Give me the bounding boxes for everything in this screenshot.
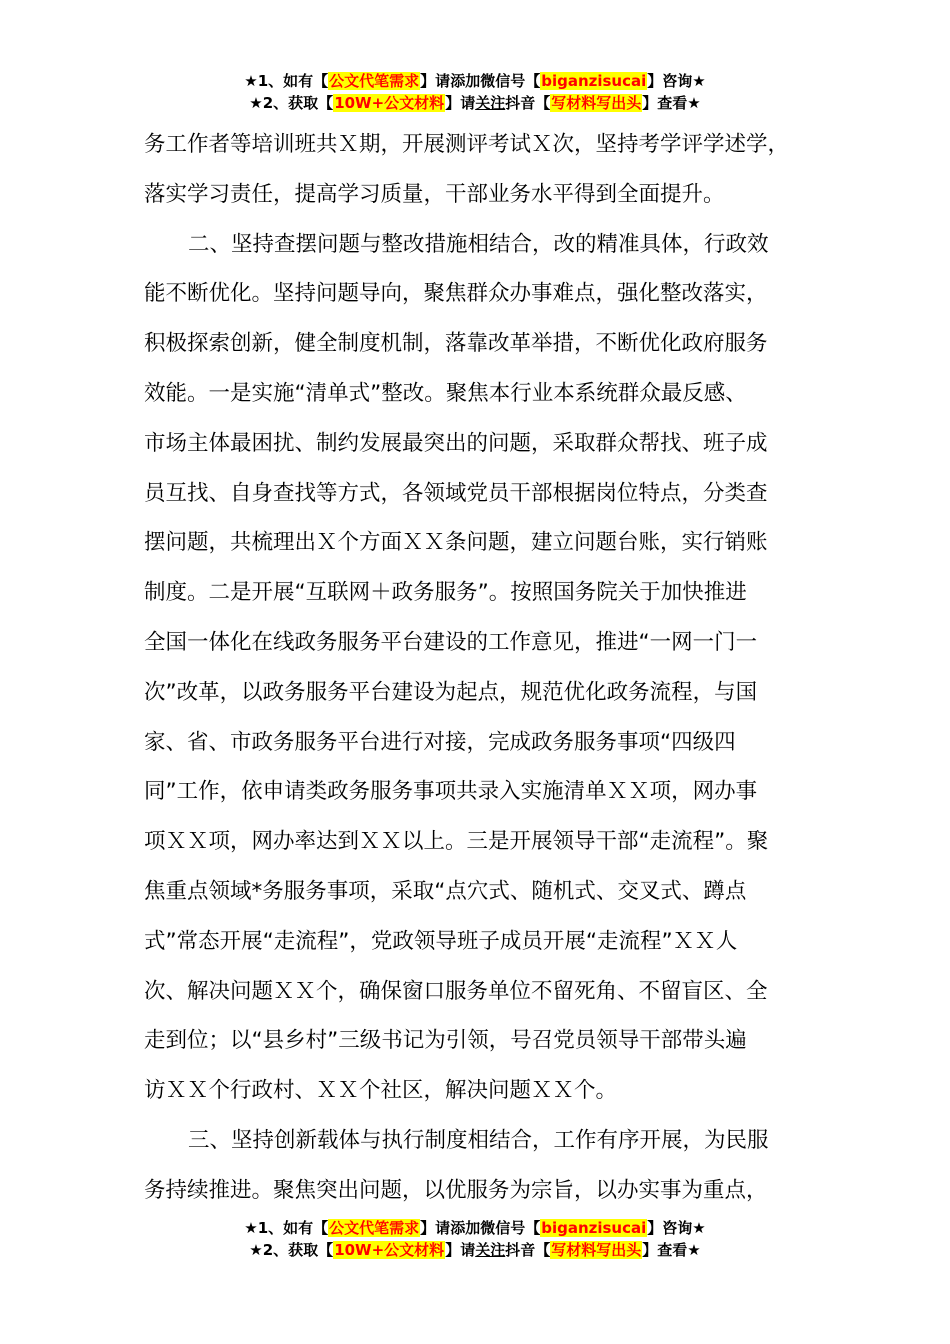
text-line: 焦重点领域*务服务事项，采取“点穴式、随机式、交叉式、蹲点 bbox=[144, 878, 747, 904]
banner-text: ★1、如有【 bbox=[244, 1219, 329, 1237]
text-line: 效能。一是实施“清单式”整改。聚焦本行业本系统群众最反感、 bbox=[144, 380, 747, 406]
banner-text: 】请 bbox=[420, 72, 451, 90]
text-line: 员互找、自身查找等方式，各领域党员干部根据岗位特点，分类查 bbox=[144, 480, 768, 506]
document-body bbox=[144, 120, 824, 1216]
banner-text: 】请 bbox=[445, 1241, 476, 1259]
section-heading-line: 二、坚持查摆问题与整改措施相结合，改的精准具体，行政效 bbox=[188, 231, 769, 257]
highlight-wechat-id: biganzisucai bbox=[541, 1219, 647, 1237]
text-line: 次”改革，以政务服务平台建设为起点，规范优化政务流程，与国 bbox=[144, 679, 758, 705]
banner-text: 微信号【 bbox=[480, 1219, 541, 1237]
banner-line-1 bbox=[0, 1217, 950, 1239]
text-line: 落实学习责任，提高学习质量，干部业务水平得到全面提升。 bbox=[144, 181, 725, 207]
banner-emphasis: 关注 bbox=[475, 1241, 506, 1259]
banner-emphasis: 添加 bbox=[450, 1219, 481, 1237]
banner-text: 】请 bbox=[420, 1219, 451, 1237]
banner-text: 】请 bbox=[445, 94, 476, 112]
text-line: 同”工作，依申请类政务服务事项共录入实施清单ＸＸ项，网办事 bbox=[144, 779, 758, 805]
text-line: 务工作者等培训班共Ｘ期，开展测评考试Ｘ次，坚持考学评学述学， bbox=[144, 132, 790, 157]
highlight-douyin-account: 写材料写出头 bbox=[551, 1241, 642, 1259]
banner-text: 抖音【 bbox=[505, 1241, 551, 1259]
banner-text: 】查看★ bbox=[642, 94, 701, 112]
text-line: 家、省、市政务服务平台进行对接，完成政务服务事项“四级四 bbox=[144, 729, 736, 755]
text-line: 积极探索创新，健全制度机制，落靠改革举措，不断优化政府服务 bbox=[144, 331, 768, 357]
banner-line-2 bbox=[0, 92, 950, 114]
banner-text: ★2、获取【 bbox=[249, 94, 334, 112]
banner-text: ★1、如有【 bbox=[244, 72, 329, 90]
header-banner bbox=[0, 70, 950, 114]
banner-line-2 bbox=[0, 1239, 950, 1261]
highlight-service: 公文代笔需求 bbox=[329, 72, 420, 90]
banner-text: ★2、获取【 bbox=[249, 1241, 334, 1259]
highlight-service: 公文代笔需求 bbox=[329, 1219, 420, 1237]
text-line: 摆问题，共梳理出Ｘ个方面ＸＸ条问题，建立问题台账，实行销账 bbox=[144, 530, 768, 556]
text-line: 务持续推进。聚焦突出问题，以优服务为宗旨，以办实事为重点， bbox=[144, 1177, 768, 1203]
text-line: 项ＸＸ项，网办率达到ＸＸ以上。三是开展领导干部“走流程”。聚 bbox=[144, 829, 769, 855]
highlight-materials: 10W+公文材料 bbox=[334, 94, 445, 112]
banner-emphasis: 添加 bbox=[450, 72, 481, 90]
text-line: 全国一体化在线政务服务平台建设的工作意见，推进“一网一门一 bbox=[144, 629, 758, 655]
banner-text: 微信号【 bbox=[480, 72, 541, 90]
banner-line-1 bbox=[0, 70, 950, 92]
footer-banner bbox=[0, 1217, 950, 1261]
text-line: 式”常态开展“走流程”，党政领导班子成员开展“走流程”ＸＸ人 bbox=[144, 928, 738, 954]
text-line: 访ＸＸ个行政村、ＸＸ个社区，解决问题ＸＸ个。 bbox=[144, 1078, 618, 1104]
text-line: 走到位；以“县乡村”三级书记为引领，号召党员领导干部带头遍 bbox=[144, 1028, 747, 1054]
banner-text: 】咨询★ bbox=[647, 72, 706, 90]
banner-text: 】查看★ bbox=[642, 1241, 701, 1259]
highlight-douyin-account: 写材料写出头 bbox=[551, 94, 642, 112]
text-line: 次、解决问题ＸＸ个，确保窗口服务单位不留死角、不留盲区、全 bbox=[144, 978, 768, 1004]
text-line: 制度。二是开展“互联网＋政务服务”。按照国务院关于加快推进 bbox=[144, 580, 747, 606]
banner-text: 】咨询★ bbox=[647, 1219, 706, 1237]
text-line: 市场主体最困扰、制约发展最突出的问题，采取群众帮找、班子成 bbox=[144, 430, 768, 456]
banner-text: 抖音【 bbox=[505, 94, 551, 112]
section-heading-line: 三、坚持创新载体与执行制度相结合，工作有序开展，为民服 bbox=[188, 1127, 769, 1153]
banner-emphasis: 关注 bbox=[475, 94, 506, 112]
highlight-materials: 10W+公文材料 bbox=[334, 1241, 445, 1259]
highlight-wechat-id: biganzisucai bbox=[541, 72, 647, 90]
text-line: 能不断优化。坚持问题导向，聚焦群众办事难点，强化整改落实， bbox=[144, 281, 768, 307]
